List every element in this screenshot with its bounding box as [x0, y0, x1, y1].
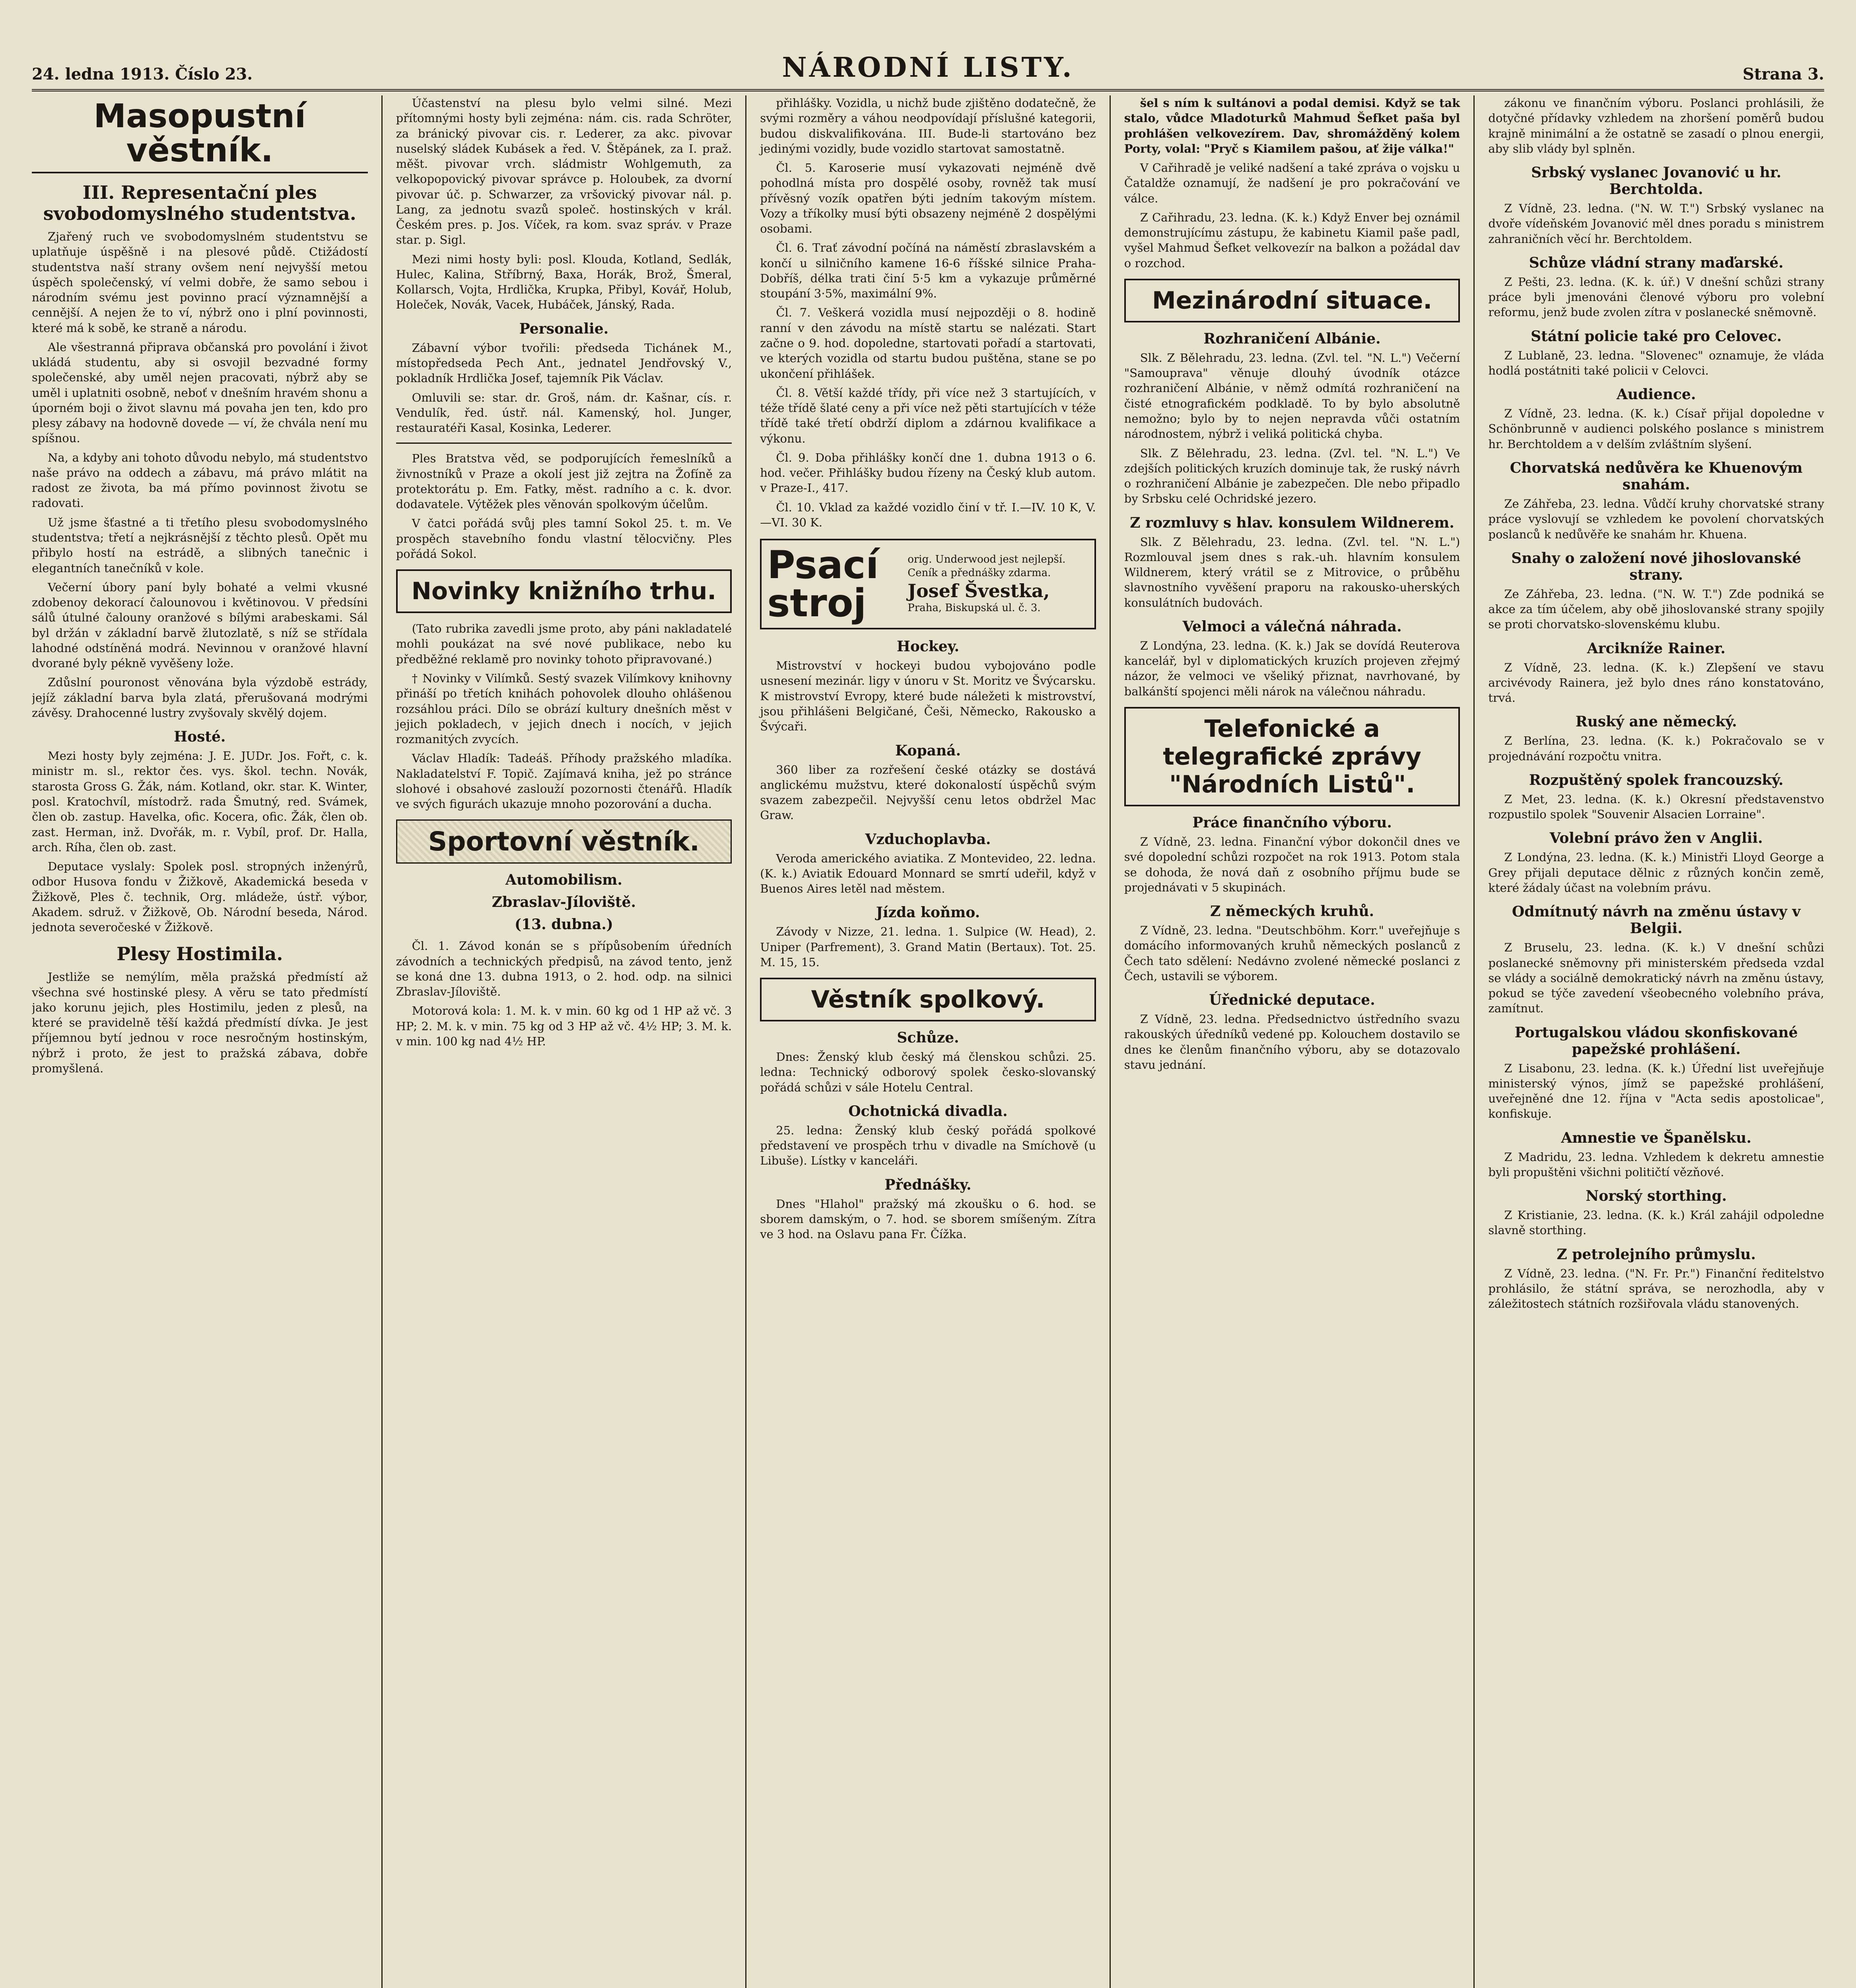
- subheading-ochotnicka-divadla: Ochotnická divadla.: [848, 1103, 1008, 1120]
- subheading-amnestie: Amnestie ve Španělsku.: [1561, 1129, 1751, 1146]
- article-paragraph: 360 liber za rozřešení české otázky se dostává anglickému mužstvu, které dokonalostí úspěchů svým svazem zabezpečil. Nejvyšší cenu letos obdržel Mac Graw.: [760, 763, 1096, 822]
- article-paragraph: 25. ledna: Ženský klub český pořádá spolkové představení ve prospěch trhu v divadle na Smíchově (u Libuše). Lístky v kanceláři.: [760, 1123, 1096, 1168]
- article-paragraph: Z Kristianie, 23. ledna. (K. k.) Král zahájil odpoledne slavně storthing.: [1488, 1208, 1824, 1237]
- article-paragraph: Čl. 7. Veškerá vozidla musí nejpozději o 8. hodině ranní v den závodu na místě startu se nalézati. Start začne o 9. hod. dopoledne, startovati pořadí a startovati, ve kterých vozidla od startu budou puštěna, stane se po ukončení přihlášek.: [760, 306, 1096, 381]
- subheading-automobilism: Automobilism.: [505, 872, 622, 889]
- section-heading-telefonicke: Telefonické a telegrafické zprávy "Národních Listů".: [1124, 707, 1460, 806]
- article-paragraph: Veroda amerického aviatika. Z Montevideo, 22. ledna. (K. k.) Aviatik Edouard Monnard se smrtí udeřil, když v Buenos Aires letěl nad městem.: [760, 851, 1096, 896]
- subheading-albanie: Rozhraničení Albánie.: [1203, 330, 1381, 347]
- subheading-prednasky: Přednášky.: [884, 1176, 972, 1193]
- subheading-jizda-konmo: Jízda koňmo.: [876, 904, 980, 921]
- subheading-petrolej: Z petrolejního průmyslu.: [1557, 1246, 1756, 1263]
- subheading-rainer: Arcikníže Rainer.: [1587, 640, 1726, 657]
- subheading-madarska-strana: Schůze vládní strany maďarské.: [1529, 254, 1784, 271]
- section-heading-sport: Sportovní věstník.: [396, 819, 732, 864]
- article-paragraph: Čl. 5. Karoserie musí vykazovati nejméně dvě pohodlná místa pro dospělé osoby, rovněž tak musí přívěsný vozík opatřen býti jedním takovým místem. Vozy a tříkolky musí býti obsazeny nejméně 2 dospělými osobami.: [760, 161, 1096, 236]
- article-paragraph: Zábavní výbor tvořili: předseda Tichánek M., místopředseda Pech Ant., jednatel Jendřovský V., pokladník Hrdlička Josef, tajemník Pik Václav.: [396, 341, 732, 385]
- article-paragraph: Z Lublaně, 23. ledna. "Slovenec" oznamuje, že vláda hodlá postátniti také policii v Celovci.: [1488, 348, 1824, 377]
- ad-body: [908, 553, 1089, 615]
- article-paragraph: Z Madridu, 23. ledna. Vzhledem k dekretu amnestie byli propuštěni všichni političtí vězňové.: [1488, 1150, 1824, 1179]
- ad-company-name: Josef Švestka,: [908, 580, 1050, 602]
- section-heading-masopustni: Masopustní věstník.: [32, 99, 368, 173]
- ad-text: orig. Underwood jest nejlepší. Ceník a přednášky zdarma.: [908, 553, 1066, 579]
- article-paragraph: Čl. 1. Závod konán se s přípůsobením úředních závodních a technických předpisů, na závod tento, jenž se koná dne 13. dubna 1913, o 2. hod. odp. na silnici Zbraslav-Jíloviště.: [396, 939, 732, 999]
- masthead-title: NÁRODNÍ LISTY.: [782, 52, 1074, 83]
- article-paragraph: Z Vídně, 23. ledna. ("N. Fr. Pr.") Finanční ředitelstvo prohlásilo, že státní správa, se nerozhodla, aby v záležitostech státních rozšiřovala vládu stanovených.: [1488, 1266, 1824, 1311]
- article-paragraph: Čl. 6. Trať závodní počíná na náměstí zbraslavském a končí u silničního kamene 16-6 říšské silnice Praha-Dobříš, délka trati činí 5·5 km a vykazuje průměrné stoupání 3·5%, maximální 9%.: [760, 241, 1096, 301]
- article-paragraph: Z Londýna, 23. ledna. (K. k.) Ministři Lloyd George a Grey přijali deputace dělnic z různých končin země, které žádaly účast na volebním právu.: [1488, 850, 1824, 895]
- masthead-page-number: Strana 3.: [1742, 65, 1824, 83]
- subheading-chorvatska: Chorvatská nedůvěra ke Khuenovým snahám.: [1510, 459, 1803, 493]
- article-paragraph: Dnes "Hlahol" pražský má zkoušku o 6. hod. se sborem damským, o 7. hod. se sborem smíšeným. Zítra ve 3 hod. na Oslavu pana Fr. Čížka.: [760, 1197, 1096, 1241]
- article-paragraph: Večerní úbory paní byly bohaté a velmi vkusné zdobenoy dekorací čalounovou i květinovou. V předsíni sálů útulné čalouny oranžové s bílými arabeskami. Sál byl držán v základní barvě žlutozlatě, s níž se střídala lahodné odstíněná modrá. Nevinnou v oranžové hlavní dvorané byly pékně vyvěšeny lože.: [32, 580, 368, 670]
- article-paragraph: Závody v Nizze, 21. ledna. 1. Sulpice (W. Head), 2. Uniper (Parfrement), 3. Grand Matin (Bertaux). Tot. 25. M. 15, 15.: [760, 925, 1096, 969]
- subheading-zbraslav: Zbraslav-Jíloviště.: [492, 894, 636, 911]
- article-title-representacni-ples: III. Representační ples svobodomyslného studentstva.: [43, 182, 356, 225]
- article-paragraph: Deputace vyslaly: Spolek posl. stropných inženýrů, odbor Husova fondu v Žižkově, Akademická beseda v Žižkově, Ples č. technik, Org. mládeže, ústř. výbor, Akadem. sdruž. v Žižkově, Ob. Národní beseda, Národ. jednota severočeské v Žižkově.: [32, 860, 368, 934]
- article-paragraph: Z Londýna, 23. ledna. (K. k.) Jak se dovídá Reuterova kancelář, byl v diplomatických kruzích projeven zřejmý názor, že velmoci ve všeliký přiznat, navrhované, by balkánští spojenci měli nárok na válečnou náhradu.: [1124, 639, 1460, 698]
- article-paragraph: Ze Záhřeba, 23. ledna. ("N. W. T.") Zde podniká se akce za tím účelem, aby obě jihoslovanské strany spojily se proti chorvatsko-slovenskému klubu.: [1488, 587, 1824, 631]
- subheading-kopana: Kopaná.: [895, 742, 961, 759]
- article-paragraph: Slk. Z Bělehradu, 23. ledna. (Zvl. tel. "N. L.") Rozmlouval jsem dnes s rak.-uh. hlavním konsulem Wildnerem, který vrátil se z Mitrovice, o průběhu slavnostního vyvěšení praporu na rakousko-uherských konsulátních budovách.: [1124, 535, 1460, 610]
- section-heading-novinky: Novinky knižního trhu.: [396, 569, 732, 613]
- column-5: [1475, 95, 1824, 1988]
- subheading-portugalsko: Portugalskou vládou skonfiskované papežské prohlášení.: [1514, 1024, 1798, 1058]
- article-paragraph: Ze Záhřeba, 23. ledna. Vůdčí kruhy chorvatské strany práce vyslovují se vzhledem ke povolení chorvatských poslanců k nedůvěře ke snahám hr. Khuena.: [1488, 497, 1824, 541]
- article-paragraph: Zdůslní pouronost věnována byla výzdobě estrády, jejíž základní barva byla zlatá, přerušovaná modrými závěsy. Drahocenné lustry zvyšovaly skvělý dojem.: [32, 676, 368, 720]
- masthead-date-issue: 24. ledna 1913. Číslo 23.: [32, 65, 253, 83]
- article-paragraph: přihlášky. Vozidla, u nichž bude zjištěno dodatečně, že svými rozměry a váhou neodpovídají příslušné kategorii, budou diskvalifikována. III. Bude-li startováno bez jedinými vozidly, bude vozidlo startovat samostatně.: [760, 96, 1096, 155]
- article-paragraph: Mezi hosty byly zejména: J. E. JUDr. Jos. Fořt, c. k. ministr m. sl., rektor čes. vys. škol. techn. Novák, starosta Gross G. Žák, nám. Kotland, okr. star. K. Winter, posl. Kratochvíl, místodrž. rada Šmutný, red. Svámek, člen ob. zastup. Havelka, ofic. Kocera, ofic. Žák, člen ob. zast. Herman, inž. Dvořák, m. r. Vybíl, prof. Dr. Halla, arch. Ríha, člen ob. zast.: [32, 749, 368, 854]
- article-paragraph: zákonu ve finančním výboru. Poslanci prohlásili, že dotyčné přídavky vzhledem na zhoršení poměrů budou krajně minimální a že ostatně se zasadí o plnou energii, aby slib vlády byl splněn.: [1488, 96, 1824, 155]
- subheading-vzduchoplavba: Vzduchoplavba.: [865, 831, 991, 848]
- subheading-urednicke-deputace: Úřednické deputace.: [1209, 992, 1375, 1009]
- article-paragraph: † Novinky v Vilímků. Sestý svazek Vilímkovy knihovny přináší po třetích knihách pohovolek dlouho ohlášenou rozsáhlou práci. Dílo se obrází kultury dnešních měst v jejich pokladech, v jejich dnech i nocích, v jejich rozmanitých zvycích.: [396, 671, 732, 746]
- article-paragraph: Na, a kdyby ani tohoto důvodu nebylo, má studentstvo naše právo na oddech a zábavu, má právo mlátit na radost ze života, ba má přímo povinnost životu se radovati.: [32, 450, 368, 510]
- article-paragraph: Z Vídně, 23. ledna. (K. k.) Císař přijal dopoledne v Schönbrunně v audienci polského poslance s ministrem hr. Berchtoldem a v delším zvláštním slyšení.: [1488, 407, 1824, 451]
- subheading-personalie: Personalie.: [519, 320, 609, 337]
- subheading-nemecke-kruhy: Z německých kruhů.: [1210, 903, 1374, 920]
- article-paragraph: Václav Hladík: Tadeáš. Příhody pražského mladíka. Nakladatelství F. Topič. Zajímavá kniha, jež po stránce slohové i obsahové zaslouží pozornosti čtenářů. Hladík ve svých figurách ukazuje mnoho pozorování a ducha.: [396, 751, 732, 811]
- article-paragraph: Z Cařihradu, 23. ledna. (K. k.) Když Enver bej oznámil demonstrujícímu zástupu, že kabinetu Kiamil paše padl, vyšel Mahmud Šefket velkovezír na balkon a požádal dav o rozchod.: [1124, 210, 1460, 270]
- article-paragraph: Z Vídně, 23. ledna. Finanční výbor dokončil dnes ve své dopolední schůzi rozpočet na rok 1913. Potom stala se dohoda, že nová daň z osobního příjmu bude se projednávati v 5 skupinách.: [1124, 835, 1460, 894]
- article-paragraph: Mezi nimi hosty byli: posl. Klouda, Kotland, Sedlák, Hulec, Kalina, Stříbrný, Baxa, Horák, Brož, Šmeral, Kollarsch, Vojta, Hrdlička, Krupka, Přibyl, Kovář, Holub, Holeček, Novák, Vacek, Hubáček, Jánský, Rada.: [396, 252, 732, 312]
- column-3: [746, 95, 1111, 1988]
- article-paragraph: Čl. 9. Doba přihlášky končí dne 1. dubna 1913 o 6. hod. večer. Přihlášky budou řízeny na Český klub autom. v Praze-I., 417.: [760, 450, 1096, 495]
- article-paragraph: Už jsme šťastné a ti třetího plesu svobodomyslného studentstva; třetí a nejkrásnější z těchto plesů. Opět mu přibylo hostí na estrádě, a slibných tanečnic i elegantních tanečníků v kole.: [32, 515, 368, 575]
- article-paragraph: Ples Bratstva věd, se podporujících řemeslníků a živnostníků v Praze a okolí jest již zejtra na Žofíně za protektorátu p. Em. Fatky, měst. radního a c. k. dvor. dodavatele. Výtěžek ples věnován spolkovým účelům.: [396, 452, 732, 511]
- article-paragraph: Jestliže se nemýlím, měla pražská předmístí až všechna své hostinské plesy. A věru se tato předmístí jako korunu jejich, ples Hostimilu, jeden z plesů, na které se pravidelně těší každá předmístí dívka. Je jest příjemnou bytí jednou v roce nesročným hostinským, nýbrž i proto, že jest to pražská zábava, dobře promyšlená.: [32, 970, 368, 1075]
- subheading-francouzsky-spolek: Rozpuštěný spolek francouzský.: [1529, 771, 1784, 788]
- article-paragraph: Dnes: Ženský klub český má členskou schůzi. 25. ledna: Technický odborový spolek česko-slovanský pořádá schůzi v sále Hotelu Central.: [760, 1050, 1096, 1094]
- subheading-date: (13. dubna.): [515, 916, 613, 933]
- article-paragraph: Z Met, 23. ledna. (K. k.) Okresní představenstvo rozpustilo spolek "Souvenir Alsacien Lorraine".: [1488, 792, 1824, 821]
- article-paragraph: Z Bruselu, 23. ledna. (K. k.) V dnešní schůzi poslanecké sněmovny při ministerském předseda vzdal se vlády a sociálně demokratický návrh na změnu ústavy, pokud se týče zavedení všeobecného volebního práva, zamítnut.: [1488, 941, 1824, 1015]
- subheading-volebni-pravo-zen: Volební právo žen v Anglii.: [1549, 830, 1763, 847]
- subheading-jihoslovanska: Snahy o založení nové jihoslovanské strany.: [1511, 549, 1802, 583]
- article-paragraph: V čatci pořádá svůj ples tamní Sokol 25. t. m. Ve prospěch stavebního fondu vlastní tělocvičny. Ples pořádá Sokol.: [396, 516, 732, 561]
- article-paragraph: Z Pešti, 23. ledna. (K. k. úř.) V dnešní schůzi strany práce byli jmenováni členové výboru pro volební reformu, jenž bude zvolen zítra v poslanecké sněmovně.: [1488, 275, 1824, 319]
- article-paragraph: Z Vídně, 23. ledna. "Deutschböhm. Korr." uveřejňuje s domácího informovaných kruhů německých poslanců z Čech tato sdělení: Nedávno zvolené německé poslanci z Čech, ustavili se výborem.: [1124, 924, 1460, 983]
- article-paragraph: Z Berlína, 23. ledna. (K. k.) Pokračovalo se v projednávání rozpočtu vnitra.: [1488, 734, 1824, 763]
- article-paragraph: Z Vídně, 23. ledna. ("N. W. T.") Srbský vyslanec na dvoře vídeňském Jovanović měl dnes poradu s ministrem zahraničních věcí hr. Berchtoldem.: [1488, 202, 1824, 246]
- subheading-nemecky-rissky: Ruský ane německý.: [1575, 713, 1737, 730]
- subheading-plesy-hostimila: Plesy Hostimila.: [117, 943, 283, 965]
- article-paragraph: Čl. 8. Větší každé třídy, při více než 3 startujících, v téže třídě šlaté ceny a při více než pěti startujících v téže třídě také třetí obdrží diplom a zdárnou kvalifikace a výkonu.: [760, 386, 1096, 445]
- article-paragraph: V Cařihradě je veliké nadšení a také zpráva o vojsku u Čataldže oznamují, že nadšení je pro pokračování ve válce.: [1124, 161, 1460, 205]
- article-paragraph: Z Lisabonu, 23. ledna. (K. k.) Úřední list uveřejňuje ministerský výnos, jímž se papežské prohlášení, uveřejněné dne 12. října v "Acta sedis apostolicae", konfiskuje.: [1488, 1061, 1824, 1121]
- divider: [396, 443, 732, 444]
- article-paragraph: Čl. 10. Vklad za každé vozidlo činí v tř. I.—IV. 10 K, V.—VI. 30 K.: [760, 500, 1096, 529]
- column-1: [32, 95, 383, 1988]
- ad-address: Praha, Biskupská ul. č. 3.: [908, 602, 1041, 614]
- subheading-wildner: Z rozmluvy s hlav. konsulem Wildnerem.: [1130, 514, 1454, 531]
- article-paragraph: Z Vídně, 23. ledna. (K. k.) Zlepšení ve stavu arcivévody Rainera, jež bylo dnes ráno konstatováno, trvá.: [1488, 660, 1824, 705]
- article-paragraph: šel s ním k sultánovi a podal demisi. Když se tak stalo, vůdce Mladoturků Mahmud Šefket paša byl prohlášen velkovezírem. Dav, shromážděný kolem Porty, volal: "Pryč s Kiamilem pašou, ať žije válka!": [1124, 96, 1460, 155]
- subheading-audience: Audience.: [1616, 386, 1696, 403]
- article-paragraph: Omluvili se: star. dr. Groš, nám. dr. Kašnar, cís. r. Vendulík, řed. ústř. nál. Kamenský, hol. Junger, restauratéři Kasal, Kosinka, Lederer.: [396, 390, 732, 435]
- article-paragraph: Slk. Z Bělehradu, 23. ledna. (Zvl. tel. "N. L.") Ve zdejších politických kruzích dominuje tak, že ruský návrh o rozhraničení Albánie je zabezpečen. Dle nebo připadlo by Srbsku celé Ochridské jezero.: [1124, 446, 1460, 506]
- advertisement-typewriter: [760, 539, 1096, 629]
- ad-title: Psací stroj: [767, 543, 879, 626]
- article-paragraph: Zjařený ruch ve svobodomyslném studentstvu se uplatňuje úspěšně i na plesové půdě. Ctižádostí studentstva naší strany ovšem není nejvyšší metou úspěch společenský, ví velmi dobře, že samo sebou i národním svému jest povinno prací významnější a cennější. A nejen že to ví, nýbrž ono i plní povinnosti, které má k sobě, ke straně a národu.: [32, 229, 368, 335]
- subheading-celovec: Státní policie také pro Celovec.: [1531, 328, 1782, 345]
- article-paragraph: Ale všestranná připrava občanská pro povolání i život ukládá studentu, aby si osvojil bezvadné formy společenské, aby uměl nejen pracovati, nýbrž aby se uměl i uplatniti osobně, neboť v dnešním hravém shonu a úporném boji o život slavnu má povaha jen ten, kdo pro plesy zábavy na hodovně dovede — ví, že chvála není mu spíšnou.: [32, 340, 368, 445]
- subheading-storthing: Norský storthing.: [1586, 1188, 1727, 1205]
- article-paragraph: Slk. Z Bělehradu, 23. ledna. (Zvl. tel. "N. L.") Večerní "Samouprava" věnuje dlouhý úvodník otázce rozhraničení Albánie, v němž odmítá rozhraničení na čisté etnografickém podkladě. To by bylo absolutně nemožno; bylo by to nejen nepravda vůči ostatním národnostem, nýbrž i veliká politická chyba.: [1124, 351, 1460, 441]
- article-paragraph: Účastenství na plesu bylo velmi silné. Mezi přítomnými hosty byli zejména: nám. cis. rada Schröter, za bránický pivovar cis. r. Lederer, za akc. pivovar nuselský sládek Kubásek a řed. V. Štěpánek, za I. praž. měšt. pivovar vrch. sládmistr Wohlgemuth, za velkopopovický pivovar správce p. Holoubek, za dvorní pivovar úč. p. Schwarzer, za vršovický pivovar nál. p. Lang, za jednotu svazů společ. hostinských v král. Českém pres. p. Jos. Víček, ra kom. svaz správ. v Praze star. p. Sigl.: [396, 96, 732, 247]
- article-paragraph: Motorová kola: 1. M. k. v min. 60 kg od 1 HP až vč. 3 HP; 2. M. k. v min. 75 kg od 3 HP až vč. 4½ HP; 3. M. k. v min. 100 kg nad 4½ HP.: [396, 1004, 732, 1048]
- masthead: [32, 48, 1824, 91]
- subheading-jovanovic: Srbský vyslanec Jovanović u hr. Berchtolda.: [1531, 164, 1782, 198]
- subheading-belgie: Odmítnutý návrh na změnu ústavy v Belgii.: [1512, 903, 1801, 937]
- article-paragraph: (Tato rubrika zavedli jsme proto, aby páni nakladatelé mohli poukázat na své nové publikace, nebo ku předběžné reklamě pro novinky tohoto připravované.): [396, 622, 732, 666]
- columns: [32, 95, 1824, 1988]
- subheading-velmoci: Velmoci a válečná náhrada.: [1182, 618, 1402, 635]
- article-paragraph: Mistrovství v hockeyi budou vybojováno podle usnesení mezinár. ligy v únoru v St. Moritz ve Švýcarsku. K mistrovství Evropy, které bude náležeti k mistrovství, jsou přihlášeni Belgičané, Češi, Německo, Rakousko a Švýcaři.: [760, 659, 1096, 734]
- section-heading-mezinarodni: Mezinárodní situace.: [1124, 279, 1460, 322]
- subheading-hockey: Hockey.: [896, 638, 960, 655]
- subheading-financni-vybor: Práce finančního výboru.: [1192, 814, 1392, 831]
- subheading-schuze: Schůze.: [897, 1029, 959, 1046]
- article-paragraph: Z Vídně, 23. ledna. Předsednictvo ústředního svazu rakouských úředníků vedené pp. Kolouchem dostavilo se dnes ke členům finančního výboru, aby se dotazovalo stavu jednání.: [1124, 1012, 1460, 1072]
- subheading-hoste: Hosté.: [174, 728, 226, 746]
- column-4: [1111, 95, 1475, 1988]
- column-2: [383, 95, 747, 1988]
- section-heading-vestnik-spolkovy: Věstník spolkový.: [760, 978, 1096, 1021]
